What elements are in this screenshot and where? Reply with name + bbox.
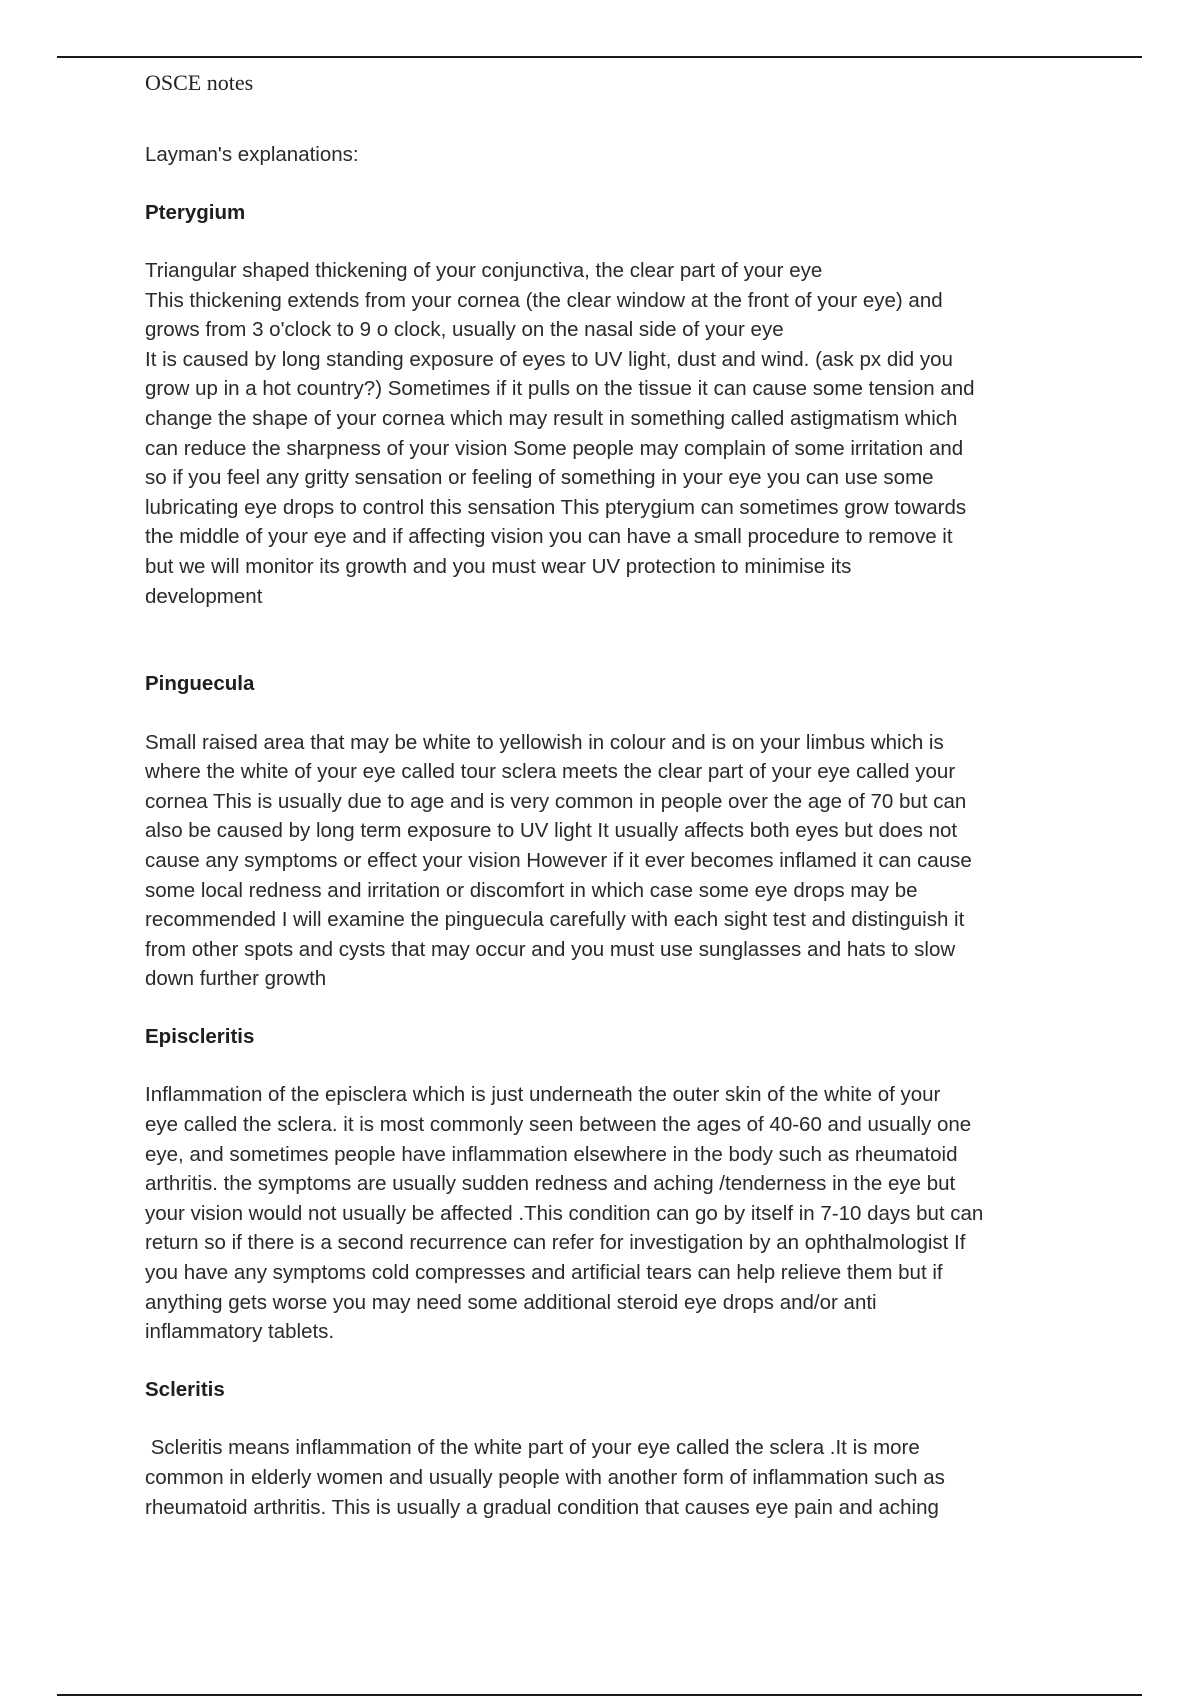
body-line: eye, and sometimes people have inflammation elsewhere in the body such as rheumatoid [145, 1142, 958, 1166]
body-line: recommended I will examine the pinguecula carefully with each sight test and distinguish it [145, 908, 965, 932]
body-line: inflammatory tablets. [145, 1320, 335, 1344]
section-title-pinguecula: Pinguecula [145, 672, 255, 696]
body-line: can reduce the sharpness of your vision Some people may complain of some irritation and [145, 436, 964, 460]
body-line: cause any symptoms or effect your vision However if it ever becomes inflamed it can cause [145, 849, 972, 872]
body-line: rheumatoid arthritis. This is usually a gradual condition that causes eye pain and aching [145, 1495, 939, 1519]
section-body-scleritis [145, 1433, 1065, 1522]
body-line: cornea This is usually due to age and is very common in people over the age of 70 but can [145, 789, 967, 813]
body-line: the middle of your eye and if affecting vision you can have a small procedure to remove it [145, 525, 953, 549]
body-line: but we will monitor its growth and you must wear UV protection to minimise its [145, 554, 852, 578]
body-line: development [145, 584, 263, 608]
body-line: grow up in a hot country?) Sometimes if it pulls on the tissue it can cause some tension and [145, 377, 975, 401]
section-body-episcleritis [145, 1080, 1065, 1346]
document-page [145, 66, 1065, 1522]
body-line: This thickening extends from your cornea (the clear window at the front of your eye) and [145, 288, 943, 312]
body-line: so if you feel any gritty sensation or feeling of something in your eye you can use some [145, 466, 934, 490]
body-line: grows from 3 o'clock to 9 o clock, usually on the nasal side of your eye [145, 318, 784, 342]
body-line: Scleritis means inflammation of the white part of your eye called the sclera .It is more [145, 1436, 920, 1460]
section-title-pterygium: Pterygium [145, 200, 246, 224]
body-line: anything gets worse you may need some additional steroid eye drops and/or anti [145, 1290, 877, 1314]
body-line: lubricating eye drops to control this sensation This pterygium can sometimes grow towards [145, 495, 967, 519]
body-line: arthritis. the symptoms are usually sudden redness and aching /tenderness in the eye but [145, 1172, 956, 1196]
page-header: OSCE notes [145, 70, 254, 95]
body-line: Triangular shaped thickening of your conjunctiva, the clear part of your eye [145, 259, 823, 282]
body-line: Inflammation of the episclera which is just underneath the outer skin of the white of your [145, 1083, 941, 1107]
body-line: where the white of your eye called tour sclera meets the clear part of your eye called your [145, 760, 956, 784]
section-title-scleritis: Scleritis [145, 1377, 225, 1401]
body-line: eye called the sclera. it is most commonly seen between the ages of 40-60 and usually one [145, 1113, 972, 1137]
bottom-rule [57, 1694, 1142, 1696]
body-line: you have any symptoms cold compresses and artificial tears can help relieve them but if [145, 1261, 943, 1285]
body-line: from other spots and cysts that may occur and you must use sunglasses and hats to slow [145, 937, 956, 961]
body-line: return so if there is a second recurrence can refer for investigation by an ophthalmologist If [145, 1231, 966, 1255]
body-line: change the shape of your cornea which may result in something called astigmatism which [145, 406, 958, 430]
body-line: It is caused by long standing exposure of eyes to UV light, dust and wind. (ask px did you [145, 347, 953, 371]
body-line: Small raised area that may be white to yellowish in colour and is on your limbus which is [145, 730, 944, 754]
section-body-pinguecula [145, 728, 1065, 994]
body-line: your vision would not usually be affected .This condition can go by itself in 7-10 days but can [145, 1201, 984, 1225]
body-line: also be caused by long term exposure to UV light It usually affects both eyes but does not [145, 819, 958, 843]
section-body-pterygium [145, 256, 1065, 611]
top-rule [57, 56, 1142, 58]
body-line: some local redness and irritation or discomfort in which case some eye drops may be [145, 878, 918, 902]
intro-heading: Layman's explanations: [145, 143, 359, 166]
body-line: common in elderly women and usually people with another form of inflammation such as [145, 1465, 945, 1489]
section-title-episcleritis: Episcleritis [145, 1024, 255, 1048]
body-line: down further growth [145, 967, 327, 991]
